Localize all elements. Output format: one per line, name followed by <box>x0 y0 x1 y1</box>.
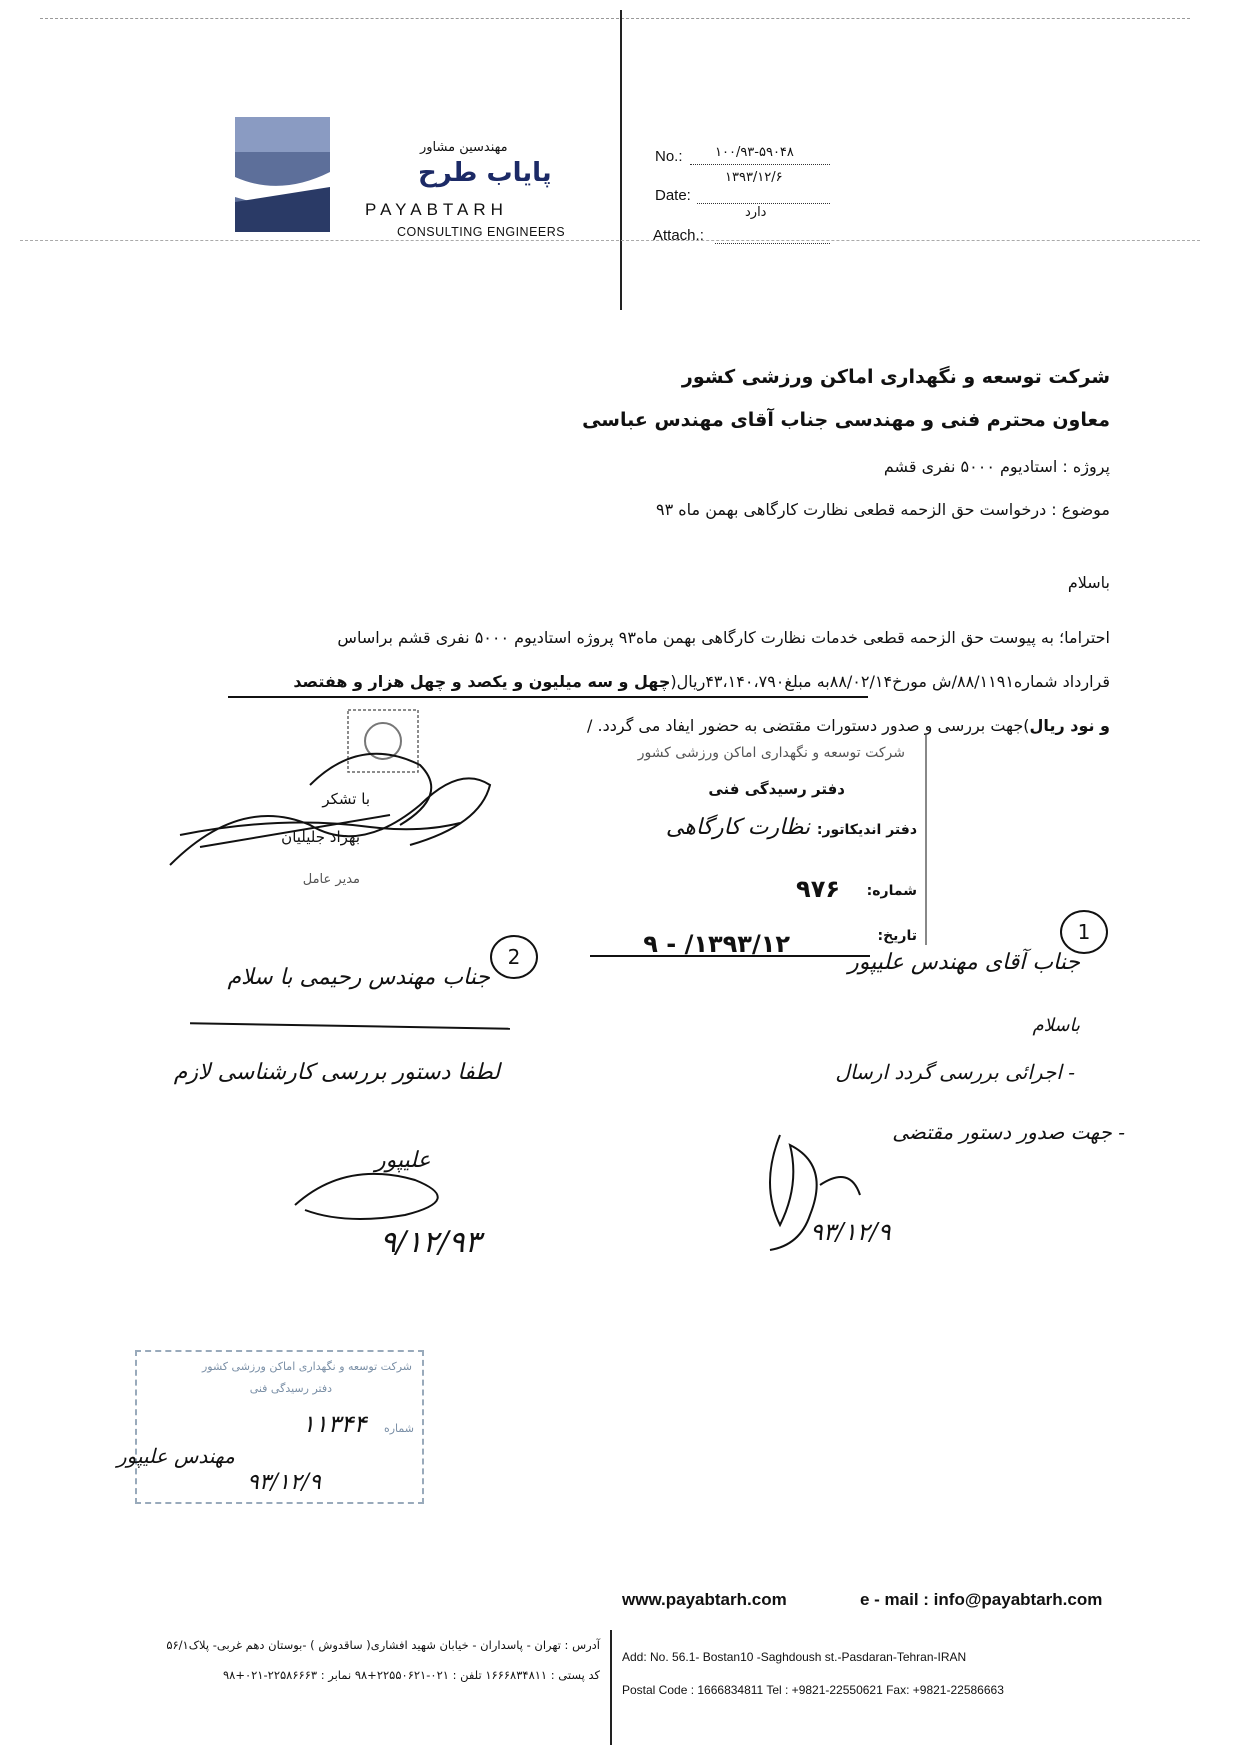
bottom-stamp-date: ۹۳/۱۲/۹ <box>247 1470 321 1495</box>
note1-line2: باسلام <box>1032 1015 1080 1036</box>
body-line-3-text: )جهت بررسی و صدور دستورات مقتضی به حضور ایفاد می گردد. / <box>587 716 1030 735</box>
note1-date: ۹۳/۱۲/۹ <box>810 1218 891 1246</box>
note2-circle-number: 2 <box>490 935 538 979</box>
body-line-3 <box>180 716 1110 735</box>
body-line-2-text: قرارداد شماره۸۸/۱۱۹۱/ش مورخ۸۸/۰۲/۱۴به مبلغ۴۳،۱۴۰،۷۹۰ریال( <box>670 672 1110 691</box>
bottom-stamp-number: ۱۱۳۴۴ <box>302 1410 367 1438</box>
stamp-indicator-value: نظارت کارگاهی <box>665 815 810 840</box>
footer-postal-fa: کد پستی : ۱۶۶۶۸۳۴۸۱۱ تلفن : ۰۲۱-۲۲۵۵۰۶۲۱+۹۸ نمابر : ۲۲۵۸۶۶۶۳-۰۲۱+۹۸ <box>222 1668 600 1682</box>
stamp-org: شرکت توسعه و نگهداری اماکن ورزشی کشور <box>637 745 905 761</box>
bottom-stamp-line2: دفتر رسیدگی فنی <box>249 1382 332 1395</box>
signature-role: مدیر عامل <box>302 872 360 887</box>
amount-in-words: چهل و سه میلیون و یکصد و چهل هزار و هفتصد <box>293 672 671 691</box>
bottom-stamp-name: مهندس علیپور <box>117 1444 235 1468</box>
addressee-person: معاون محترم فنی و مهندسی جناب آقای مهندس عباسی <box>582 409 1110 431</box>
reception-stamp <box>560 735 927 945</box>
signature-name: بهزاد جلیلیان <box>281 828 360 846</box>
note2-line1: جناب مهندس رحیمی با سلام <box>227 965 490 990</box>
note1-circle-number: 1 <box>1060 910 1108 954</box>
footer-website-link[interactable]: www.payabtarh.com <box>622 1590 787 1609</box>
note1-line4: - جهت صدور دستور مقتضی <box>892 1120 1125 1144</box>
greeting: باسلام <box>1067 573 1110 592</box>
letter-number-label: No.: <box>655 148 683 165</box>
note2-line2: لطفا دستور بررسی کارشناسی لازم <box>173 1060 500 1085</box>
amount-underline <box>228 696 868 698</box>
letter-date-value: ۱۳۹۳/۱۲/۶ <box>725 170 783 185</box>
note1-line1: جناب آقای مهندس علیپور <box>848 950 1080 975</box>
logo-subtitle-fa: مهندسین مشاور <box>420 140 508 155</box>
body-line-2 <box>180 672 1110 691</box>
bottom-stamp-line1: شرکت توسعه و نگهداری اماکن ورزشی کشور <box>201 1360 412 1373</box>
note2-signature-scribble <box>285 1160 485 1230</box>
ceo-signature-scribble <box>160 735 500 895</box>
footer-postal-en: Postal Code : 1666834811 Tel : +9821-22550621 Fax: +9821-22586663 <box>622 1683 1004 1697</box>
addressee-company: شرکت توسعه و نگهداری اماکن ورزشی کشور <box>681 366 1110 388</box>
footer-email-link[interactable]: e - mail : info@payabtarh.com <box>860 1590 1103 1609</box>
attach-label: Attach.: <box>653 227 704 244</box>
stamp-date-underline <box>590 955 870 957</box>
footer-divider <box>610 1630 612 1745</box>
header-divider <box>620 10 622 310</box>
letter-number-value: ۱۰۰/۹۳-۵۹۰۴۸ <box>715 145 794 160</box>
letter-number-dots <box>690 163 830 165</box>
subject-line: موضوع : درخواست حق الزحمه قطعی نظارت کارگاهی بهمن ماه ۹۳ <box>656 500 1110 519</box>
logo-name-fa: پایاب طرح <box>418 158 552 188</box>
logo-tagline: CONSULTING ENGINEERS <box>397 225 566 239</box>
stamp-date-label: تاریخ: <box>877 928 917 944</box>
stamp-office: دفتر رسیدگی فنی <box>708 780 845 798</box>
stamp-number-value: ۹۷۶ <box>796 875 840 903</box>
header-separator <box>20 240 1200 242</box>
body-line-1: احتراما؛ به پیوست حق الزحمه قطعی خدمات نظارت کارگاهی بهمن ماه۹۳ پروژه استادیوم ۵۰۰۰ نفری قشم براساس <box>337 628 1110 647</box>
logo-name-en: PAYABTARH <box>365 200 508 219</box>
letter-date-label: Date: <box>655 187 691 204</box>
stamp-date-value: ۱۳۹۳/۱۲/ - ۹ <box>643 930 790 958</box>
attach-dots <box>715 242 830 244</box>
project-line: پروژه : استادیوم ۵۰۰۰ نفری قشم <box>883 457 1110 476</box>
letter-date-dots <box>697 202 830 204</box>
note2-sign-name: علیپور <box>375 1148 431 1173</box>
note1-line3: - اجرائی بررسی گردد ارسال <box>835 1060 1075 1084</box>
stamp-number-label: شماره: <box>866 883 917 899</box>
note2-sign-date: ۹/۱۲/۹۳ <box>380 1225 481 1260</box>
signature-thanks: با تشکر <box>322 790 370 808</box>
bottom-stamp-number-label: شماره <box>383 1422 414 1435</box>
stamp-indicator-label: دفتر اندیکاتور: <box>816 822 917 838</box>
note2-underline <box>190 1022 510 1030</box>
header-top-line <box>40 18 1190 20</box>
amount-in-words-end: و نود ریال <box>1029 716 1110 735</box>
footer-address-fa: آدرس : تهران - پاسداران - خیابان شهید افشاری( ساقدوش ) -بوستان دهم غربی- پلاک۵۶/۱ <box>166 1638 600 1652</box>
footer-address-en: Add: No. 56.1- Bostan10 -Saghdoush st.-Pasdaran-Tehran-IRAN <box>622 1650 967 1664</box>
attach-value: دارد <box>745 205 767 220</box>
bottom-reception-stamp <box>117 1350 424 1504</box>
company-logo-icon <box>235 117 330 232</box>
